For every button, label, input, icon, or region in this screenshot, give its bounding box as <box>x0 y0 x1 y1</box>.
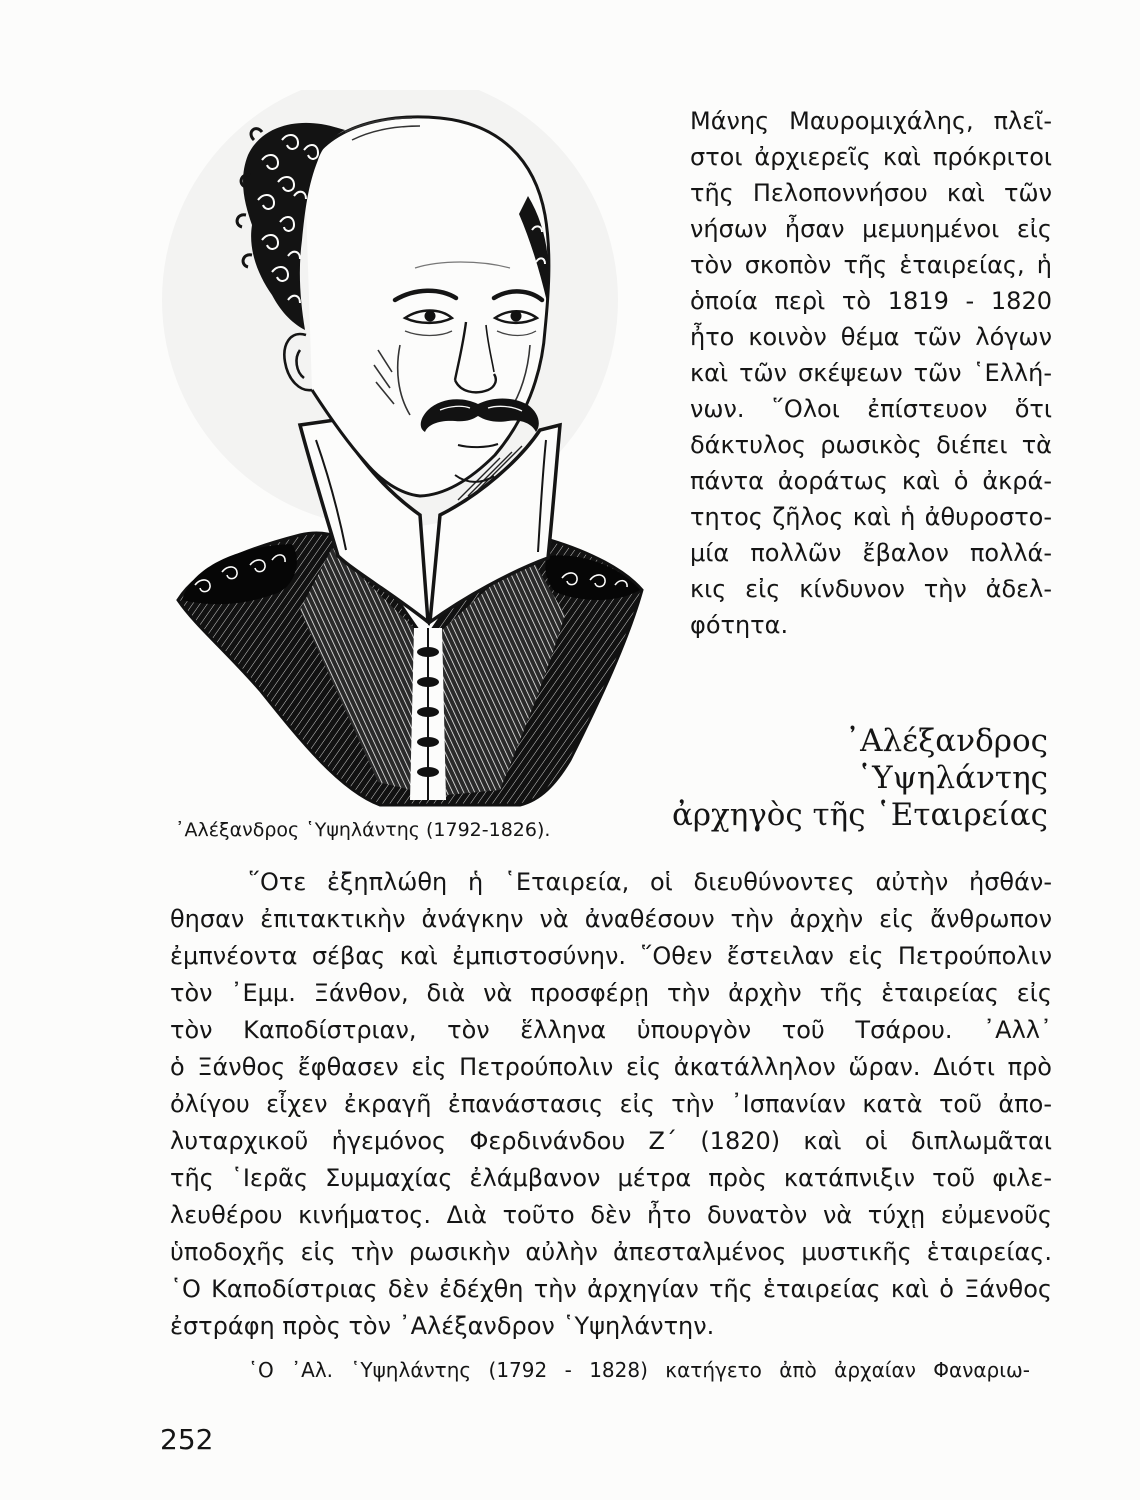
text-line: στοι ἀρχιερεῖς καὶ πρόκριτοι <box>690 143 1052 171</box>
text-line: ῾Ο Καποδίστριας δὲν ἐδέχθη τὴν ἀρχηγίαν τῆς ἑταιρείας καὶ ὁ Ξάνθος <box>170 1275 1052 1303</box>
text-line: τὸν ᾿Εμμ. Ξάνθον, διὰ νὰ προσφέρῃ τὴν ἀρχὴν τῆς ἑταιρείας εἰς <box>170 979 1052 1007</box>
text-line: ἦτο κοινὸν θέμα τῶν λόγων <box>690 323 1052 351</box>
portrait-caption <box>175 816 587 844</box>
body-paragraph-2 <box>170 1354 1030 1386</box>
text-line: Μάνης Μαυρομιχάλης, πλεῖ- <box>690 107 1052 135</box>
portrait-illustration <box>160 90 660 820</box>
text-line: νων. ῞Ολοι ἐπίστευον ὅτι <box>690 395 1052 423</box>
text-line: ἐστράφη πρὸς τὸν ᾿Αλέξανδρον ῾Υψηλάντην. <box>170 1312 715 1340</box>
text-line: κις εἰς κίνδυνον τὴν ἀδελ- <box>690 575 1052 603</box>
page-number: 252 <box>160 1423 214 1456</box>
text-line: ῾Ο ᾿Αλ. ῾Υψηλάντης (1792 - 1828) κατήγετο ἀπὸ ἀρχαίαν Φαναριω- <box>248 1358 1030 1382</box>
text-line: καὶ τῶν σκέψεων τῶν ῾Ελλή- <box>690 359 1052 387</box>
text-line: τῆς Πελοποννήσου καὶ τῶν <box>690 179 1052 207</box>
text-line: ὀλίγου εἶχεν ἐκραγῆ ἐπανάστασις εἰς τὴν ᾿Ισπανίαν κατὰ τοῦ ἀπο- <box>170 1090 1052 1118</box>
text-line: πάντα ἀοράτως καὶ ὁ ἀκρά- <box>690 467 1052 495</box>
text-line: ἐμπνέοντα σέβας καὶ ἐμπιστοσύνην. ῞Οθεν ἔστειλαν εἰς Πετρούπολιν <box>170 942 1052 970</box>
side-column-text <box>690 103 1052 643</box>
text-line: τητος ζῆλος καὶ ἡ ἀθυροστο- <box>690 503 1052 531</box>
jacket-buttons <box>410 628 446 800</box>
text-line: δάκτυλος ρωσικὸς διέπει τὰ <box>690 431 1052 459</box>
text-line: τὸν σκοπὸν τῆς ἑταιρείας, ἡ <box>690 251 1052 279</box>
text-line: θησαν ἐπιτακτικὴν ἀνάγκην νὰ ἀναθέσουν τὴν ἀρχὴν εἰς ἄνθρωπον <box>170 905 1052 933</box>
caption-text: ᾿Αλέξανδρος ῾Υψηλάντης (1792-1826). <box>175 819 551 841</box>
text-line: μία πολλῶν ἔβαλον πολλά- <box>690 539 1052 567</box>
text-line: φότητα. <box>690 611 789 639</box>
portrait-heading <box>672 723 1048 834</box>
text-line: ῞Οτε ἐξηπλώθη ἡ ῾Εταιρεία, οἱ διευθύνοντες αὐτὴν ἠσθάν- <box>248 868 1052 896</box>
heading-name-line-2: ῾Υψηλάντης <box>856 760 1048 796</box>
text-line: νήσων ἦσαν μεμυημένοι εἰς <box>690 215 1052 243</box>
text-line: ὁποία περὶ τὸ 1819 - 1820 <box>690 287 1052 315</box>
text-line: λυταρχικοῦ ἡγεμόνος Φερδινάνδου Ζ΄ (1820) καὶ οἱ διπλωμᾶται <box>170 1127 1052 1155</box>
text-line: λευθέρου κινήματος. Διὰ τοῦτο δὲν ἦτο δυνατὸν νὰ τύχῃ εὐμενοῦς <box>170 1201 1052 1229</box>
heading-subtitle: ἀρχηγὸς τῆς ῾Εταιρείας <box>672 797 1048 833</box>
text-line: ὁ Ξάνθος ἔφθασεν εἰς Πετρούπολιν εἰς ἀκατάλληλον ὥραν. Διότι πρὸ <box>170 1053 1052 1081</box>
text-line: τῆς ῾Ιερᾶς Συμμαχίας ἐλάμβανον μέτρα πρὸς κατάπνιξιν τοῦ φιλε- <box>170 1164 1052 1192</box>
body-paragraph-1 <box>170 864 1052 1345</box>
text-line: ὑποδοχῆς εἰς τὴν ρωσικὴν αὐλὴν ἀπεσταλμένος μυστικῆς ἑταιρείας. <box>170 1238 1052 1266</box>
text-line: τὸν Καποδίστριαν, τὸν ἕλληνα ὑπουργὸν τοῦ Τσάρου. ᾿Αλλ᾿ <box>170 1016 1052 1044</box>
heading-name-line-1: ᾿Αλέξανδρος <box>844 723 1048 759</box>
right-epaulette <box>545 555 640 600</box>
